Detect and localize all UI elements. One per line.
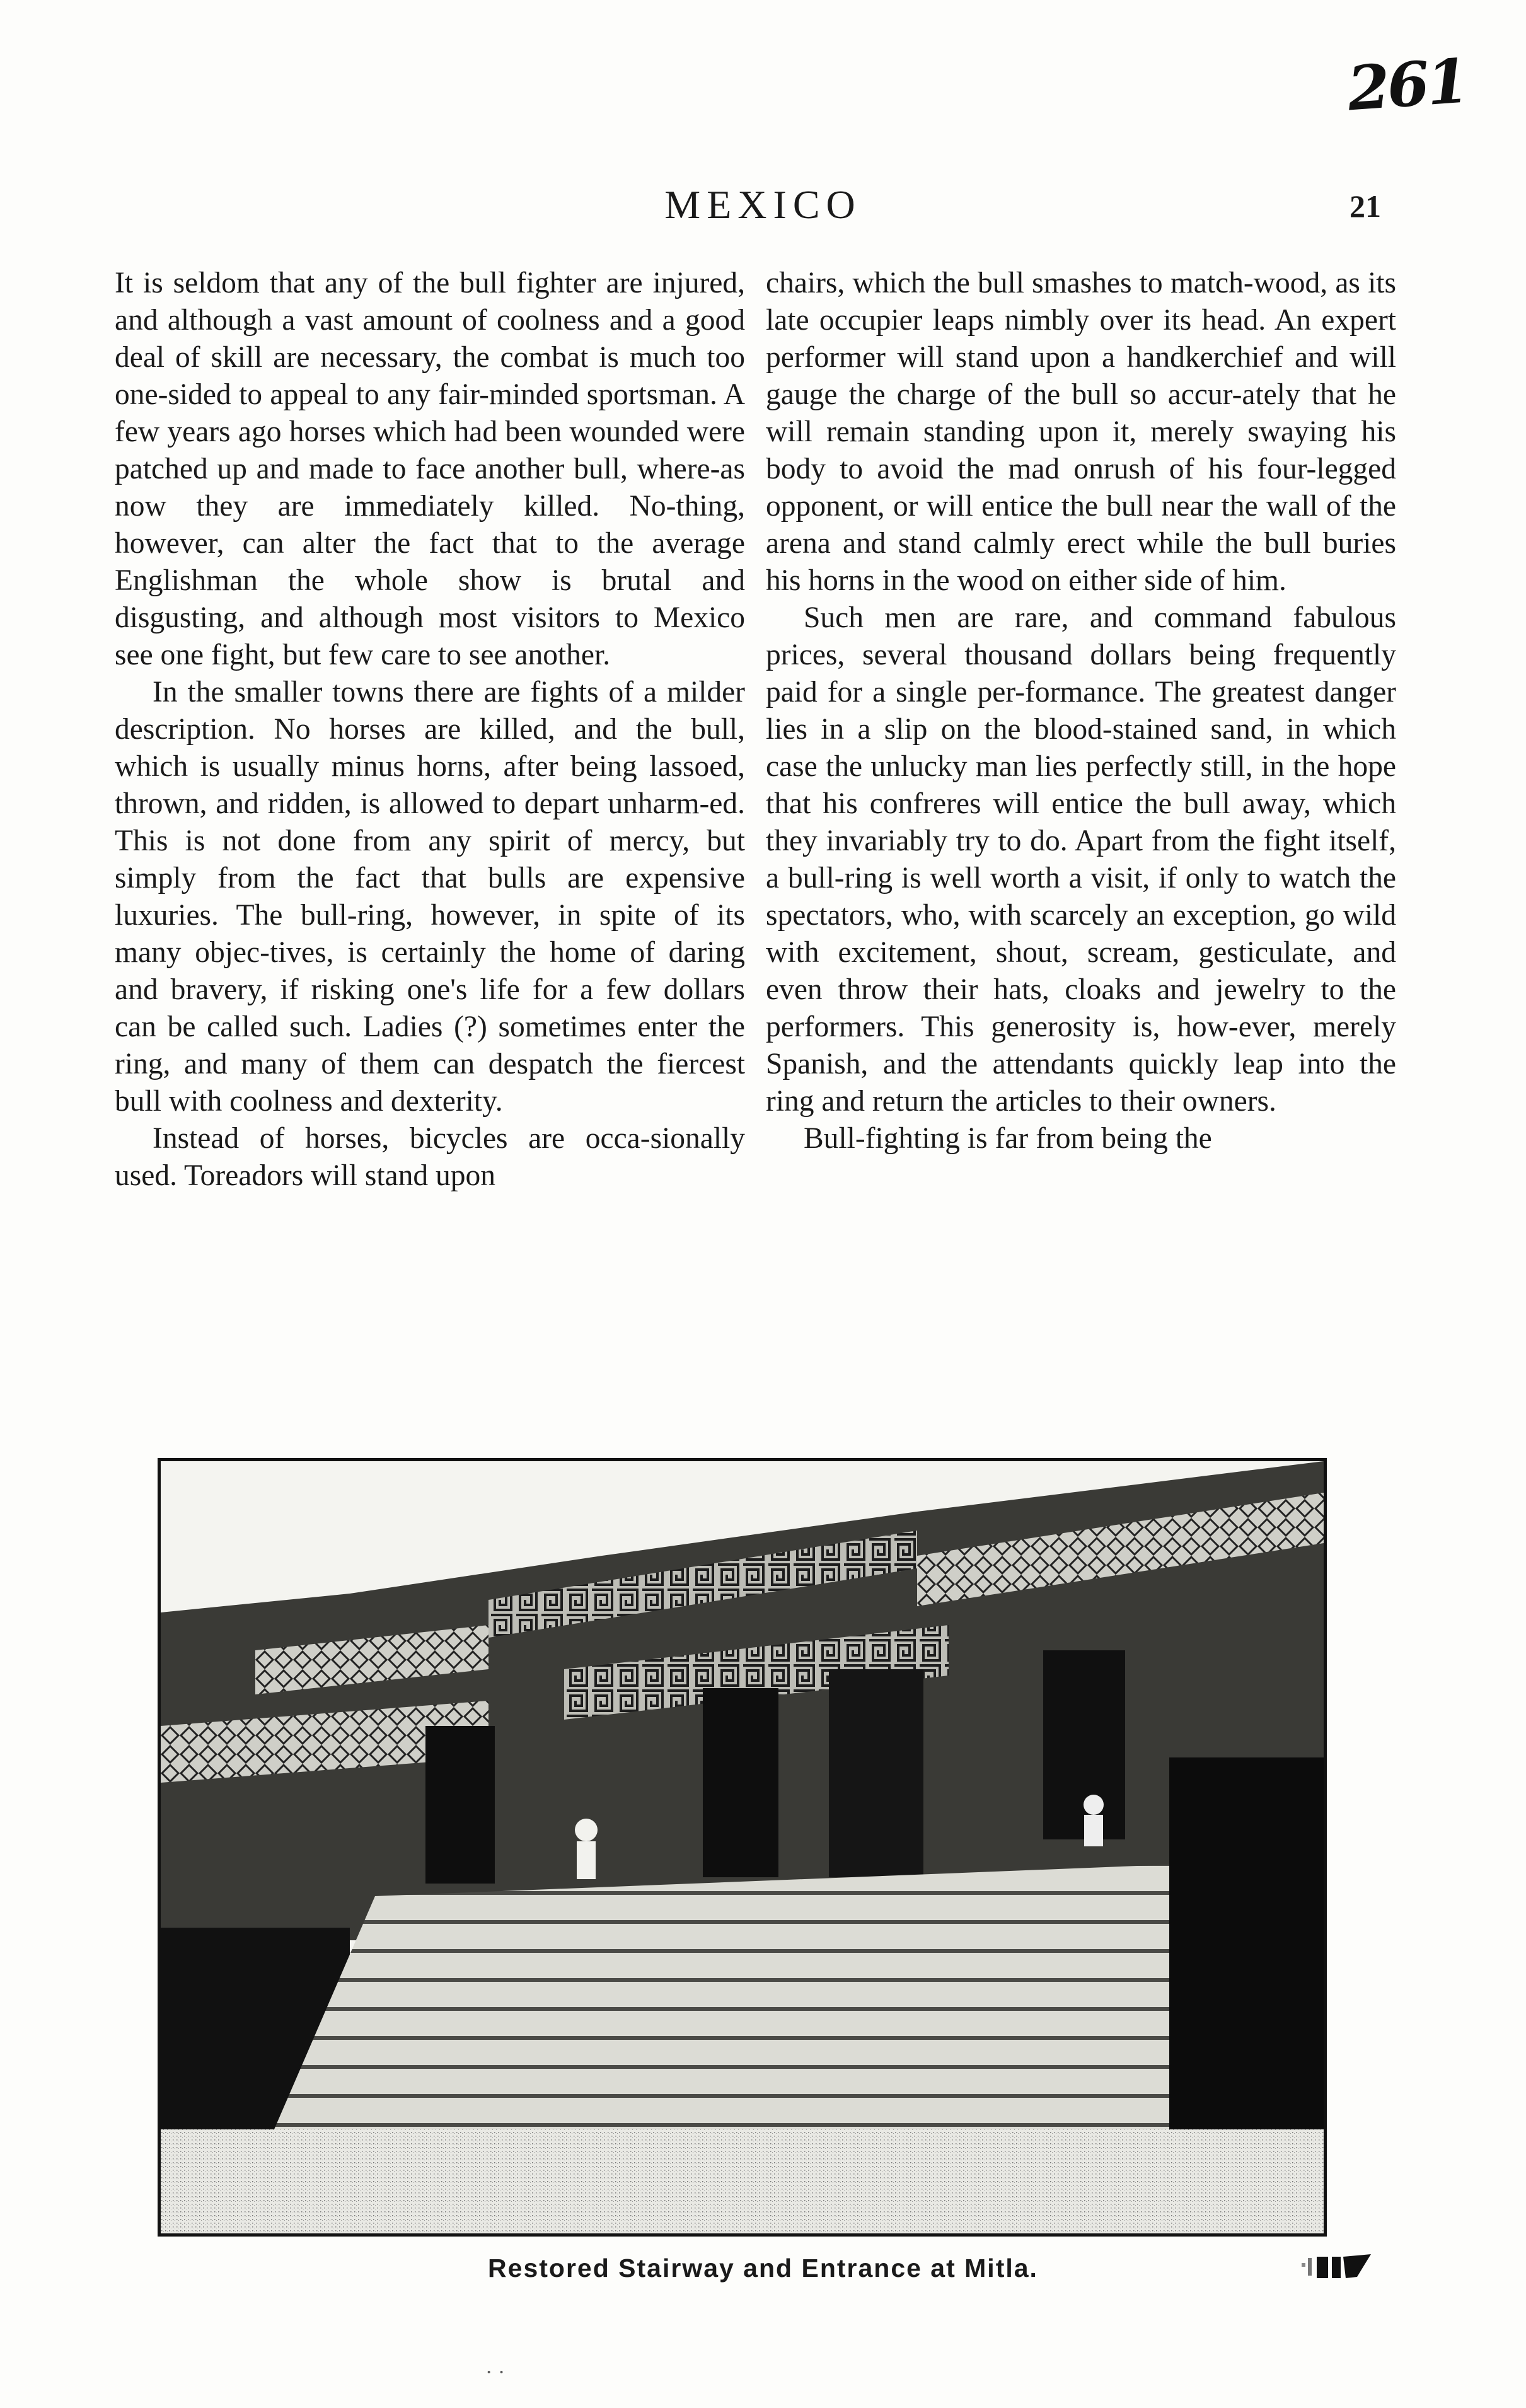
printer-ornament-icon	[1302, 2252, 1377, 2283]
left-column	[115, 265, 745, 1195]
photograph-mitla-stairway	[158, 1458, 1327, 2237]
left-paragraph-3: Instead of horses, bicycles are occa-sionally used. Toreadors will stand upon	[115, 1122, 745, 1192]
figure-caption: Restored Stairway and Entrance at Mitla.	[488, 2254, 1038, 2283]
right-column	[766, 265, 1396, 1157]
left-paragraph-2: In the smaller towns there are fights of a milder description. No horses are killed, and the bull, which is usually minus horns, after being lassoed, thrown, and ridden, is allowed to depart unharm-ed. This is not done from any spirit of mercy, but simply from the fact that bulls are expensive luxuries. The bull-ring, however, in spite of its many objec-tives, is certainly the home of daring and bravery, if risking one's life for a few dollars can be called such. Ladies (?) sometimes enter the ring, and many of them can despatch the fiercest bull with coolness and dexterity.	[115, 676, 745, 1118]
right-paragraph-2: Such men are rare, and command fabulous prices, several thousand dollars being frequently paid for a single per-formance. The greatest danger lies in a slip on the blood-stained sand, in which case the unlucky man lies perfectly still, in the hope that his confreres will entice the bull away, which they invariably try to do. Apart from the fight itself, a bull-ring is well worth a visit, if only to watch the spectators, who, with scarcely an exception, go wild with excitement, shout, scream, gesticulate, and even throw their hats, cloaks and jewelry to the performers. This generosity is, how-ever, merely Spanish, and the attendants quickly leap into the ring and return the articles to their owners.	[766, 601, 1396, 1118]
stray-ink-mark: · ·	[485, 2361, 506, 2384]
photograph-illustration	[161, 1461, 1324, 2233]
running-title: MEXICO	[664, 182, 862, 227]
handwritten-folio-number: 261	[1344, 45, 1469, 125]
page-number: 21	[1350, 188, 1381, 224]
right-paragraph-1: chairs, which the bull smashes to match-wood, as its late occupier leaps nimbly over its head. An expert performer will stand upon a handkerchief and will gauge the charge of the bull so accur-ately that he will remain standing upon it, merely swaying his body to avoid the mad onrush of his four-legged opponent, or will entice the bull near the wall of the arena and stand calmly erect while the bull buries his horns in the wood on either side of him.	[766, 267, 1396, 597]
right-paragraph-3: Bull-fighting is far from being the	[804, 1122, 1212, 1155]
left-paragraph-1: It is seldom that any of the bull fighter are injured, and although a vast amount of coolness and a good deal of skill are necessary, the combat is much too one-sided to appeal to any fair-minded sportsman. A few years ago horses which had been wounded were patched up and made to face another bull, where-as now they are immediately killed. No-thing, however, can alter the fact that to the average Englishman the whole show is brutal and disgusting, and although most visitors to Mexico see one fight, but few care to see another.	[115, 267, 745, 671]
